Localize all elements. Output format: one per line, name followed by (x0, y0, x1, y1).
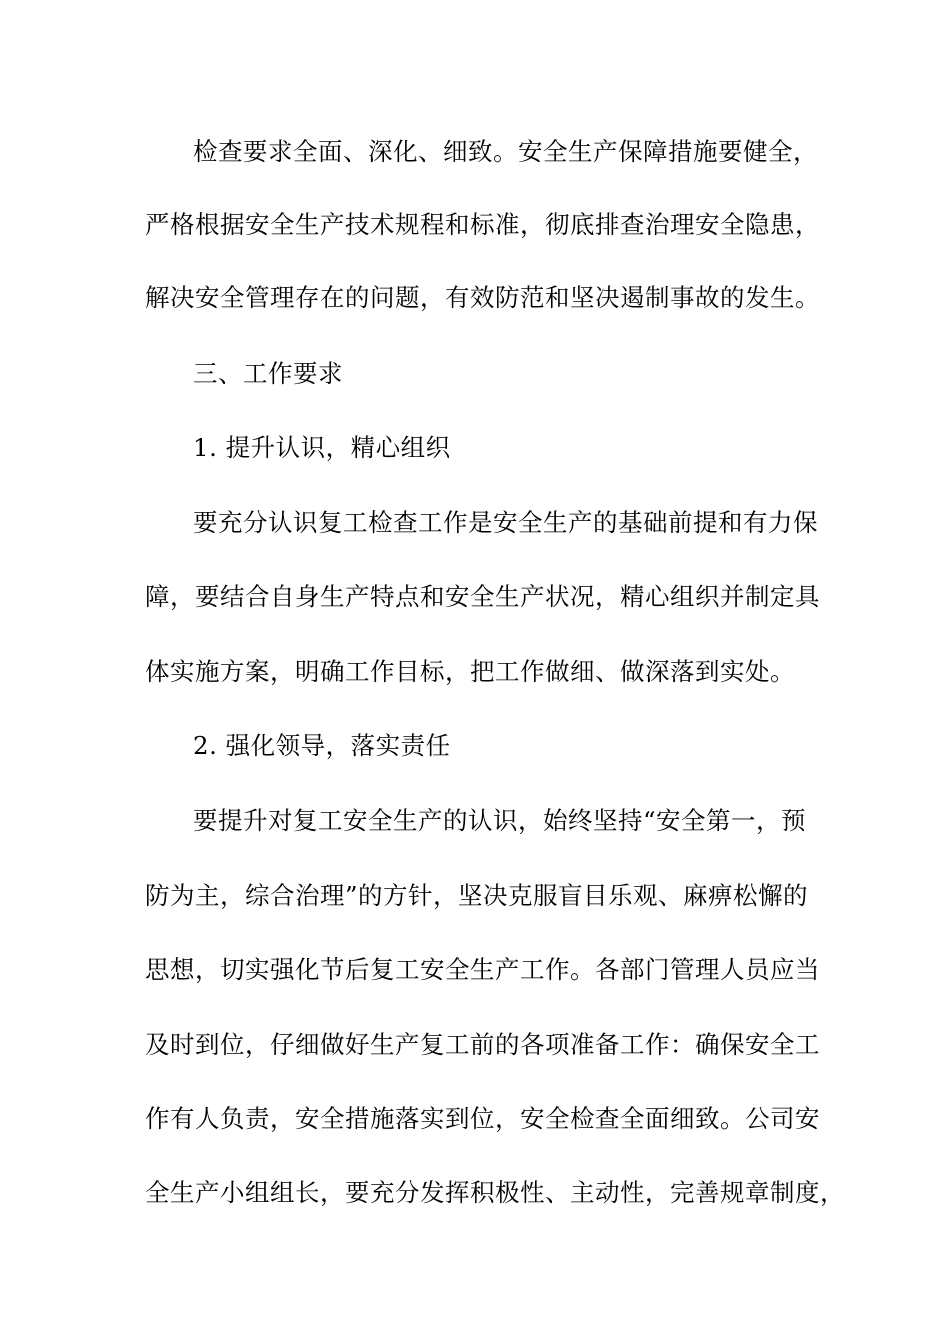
paragraph-line: 障，要结合自身生产特点和安全生产状况，精心组织并制定具 (145, 582, 820, 611)
paragraph-line: 解决安全管理存在的问题，有效防范和坚决遏制事故的发生。 (145, 283, 820, 312)
paragraph-line: 要提升对复工安全生产的认识，始终坚持“安全第一，预 (193, 806, 807, 835)
paragraph-line: 严格根据安全生产技术规程和标准，彻底排查治理安全隐患， (145, 210, 820, 239)
paragraph-line: 思想，切实强化节后复工安全生产工作。各部门管理人员应当 (145, 955, 820, 984)
section-heading: 三、工作要求 (193, 359, 343, 388)
paragraph-line: 及时到位，仔细做好生产复工前的各项准备工作：确保安全工 (145, 1030, 820, 1059)
subsection-heading: 2. 强化领导，落实责任 (193, 731, 451, 760)
paragraph-line: 全生产小组组长，要充分发挥积极性、主动性，完善规章制度， (145, 1178, 845, 1207)
paragraph-line: 体实施方案，明确工作目标，把工作做细、做深落到实处。 (145, 657, 795, 686)
paragraph-line: 防为主，综合治理”的方针，坚决克服盲目乐观、麻痹松懈的 (145, 881, 809, 910)
paragraph-line: 作有人负责，安全措施落实到位，安全检查全面细致。公司安 (145, 1104, 820, 1133)
paragraph-line: 要充分认识复工检查工作是安全生产的基础前提和有力保 (193, 508, 818, 537)
paragraph-line: 检查要求全面、深化、细致。安全生产保障措施要健全， (193, 137, 818, 166)
subsection-heading: 1. 提升认识，精心组织 (193, 433, 451, 462)
